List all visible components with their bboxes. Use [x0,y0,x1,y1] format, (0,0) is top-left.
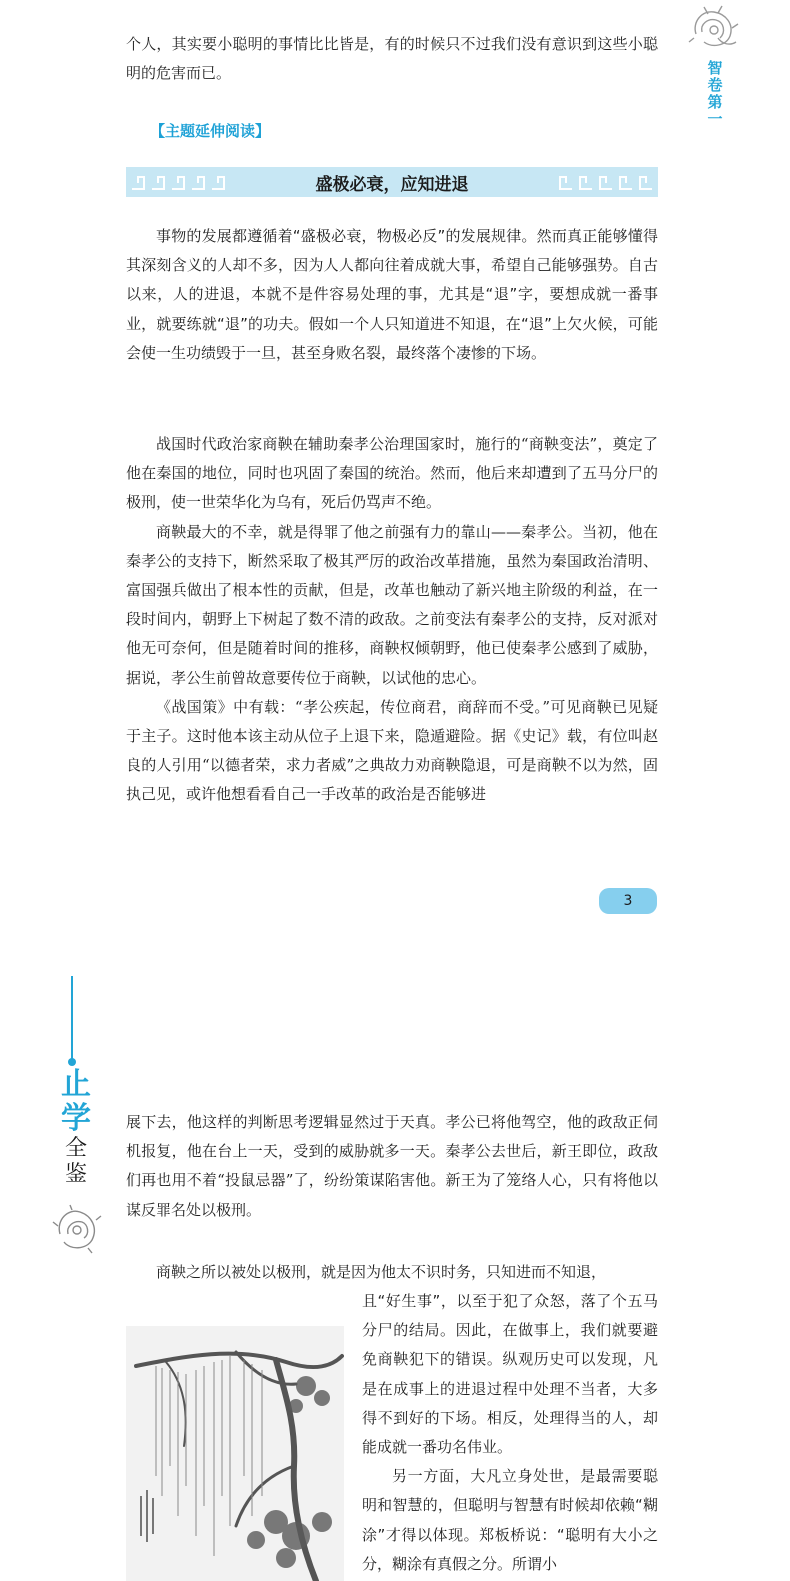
last-paragraph: 另一方面，大凡立身处世，是最需要聪明和智慧的，但聪明与智慧有时候却依赖“糊涂”才得以体现。郑板桥说：“聪明有大小之分，糊涂有真假之分。所谓小 [362,1467,658,1573]
chapter-side-label: 智卷第一 [707,59,723,128]
book-title-main: 止学 [61,1067,91,1136]
story-paragraph: 《战国策》中有载：“孝公疾起，传位商君，商辞而不受。”可见商鞅已见疑于主子。这时他本该主动从位子上退下来，隐遁避险。据《史记》载，有位叫赵良的人引用“以德者荣，求力者威”之典故力劝商鞅隐退，可是商鞅不以为然，固执己见，或许他想看看自己一手改革的政治是否能够进 [126,697,658,804]
page-number-badge: 3 [599,888,657,914]
dragon-emblem-icon [52,1204,102,1254]
ink-painting-image [126,1326,344,1581]
story-paragraph: 商鞅最大的不幸，就是得罪了他之前强有力的靠山——秦孝公。当初，他在秦孝公的支持下，断然采取了极其严厉的政治改革措施，虽然为秦国政治清明、富国强兵做出了根本性的贡献，但是，改革也触动了新兴地主阶级的利益，在一段时间内，朝野上下树起了数不清的政敌。之前变法有秦孝公的支持，反对派对他无可奈何，但是随着时间的推移，商鞅权倾朝野，他已使秦孝公感到了威胁，据说，孝公生前曾故意要传位于商鞅，以试他的忠心。 [126,522,658,687]
dragon-emblem-icon [688,4,740,52]
continued-paragraph: 展下去，他这样的判断思考逻辑显然过于天真。孝公已将他驾空，他的政敌正伺机报复，他在台上一天，受到的威胁就多一天。秦孝公去世后，新王即位，政敌们再也用不着“投鼠忌器”了，纷纷策谋陷害他。新王为了笼络人心，只有将他以谋反罪名处以极刑。 [126,1113,658,1219]
book-title-vertical [56,1068,96,1188]
side-rule-dot [68,1058,76,1066]
opening-paragraph: 个人，其实要小聪明的事情比比皆是，有的时候只不过我们没有意识到这些小聪明的危害而已。 [126,35,658,83]
story-paragraph: 战国时代政治家商鞅在辅助秦孝公治理国家时，施行的“商鞅变法”，奠定了他在秦国的地位，同时也巩固了秦国的统治。然而，他后来却遭到了五马分尸的极刑，使一世荣华化为乌有，死后仍骂声不绝。 [126,435,658,512]
continued-text-block [126,1108,658,1225]
wrapped-paragraph: 且“好生事”，以至于犯了众怒，落了个五马分尸的结局。因此，在做事上，我们就要避免商鞅犯下的错误。纵观历史可以发现，凡是在成事上的进退过程中处理不当者，大多得不到好的下场。相反，处理得当的人，却能成就一番功名伟业。 [362,1292,658,1457]
lead-text-block [126,1258,658,1287]
book-title-sub: 全鉴 [64,1136,87,1187]
lead-paragraph-line: 商鞅之所以被处以极刑，就是因为他太不识时务，只知进而不知退， [156,1263,607,1281]
section-title: 盛极必衰，应知进退 [315,175,469,195]
opening-text-block [126,30,658,88]
section-label: 【主题延伸阅读】 [150,122,271,140]
fret-pattern-icon [554,171,654,193]
intro-text-block [126,222,658,368]
intro-paragraph: 事物的发展都遵循着“盛极必衰，物极必反”的发展规律。然而真正能够懂得其深刻含义的人却不多，因为人人都向往着成就大事，希望自己能够强势。自古以来，人的进退，本就不是件容易处理的事，尤其是“退”字，要想成就一番事业，就要练就“退”的功夫。假如一个人只知道进不知退，在“退”上欠火候，可能会使一生功绩毁于一旦，甚至身败名裂，最终落个凄惨的下场。 [126,227,658,362]
story-text-block [126,430,658,810]
wrapped-text-block [362,1287,658,1579]
side-rule [71,976,73,1060]
page-4 [0,940,790,1581]
section-title-bar [126,167,658,197]
